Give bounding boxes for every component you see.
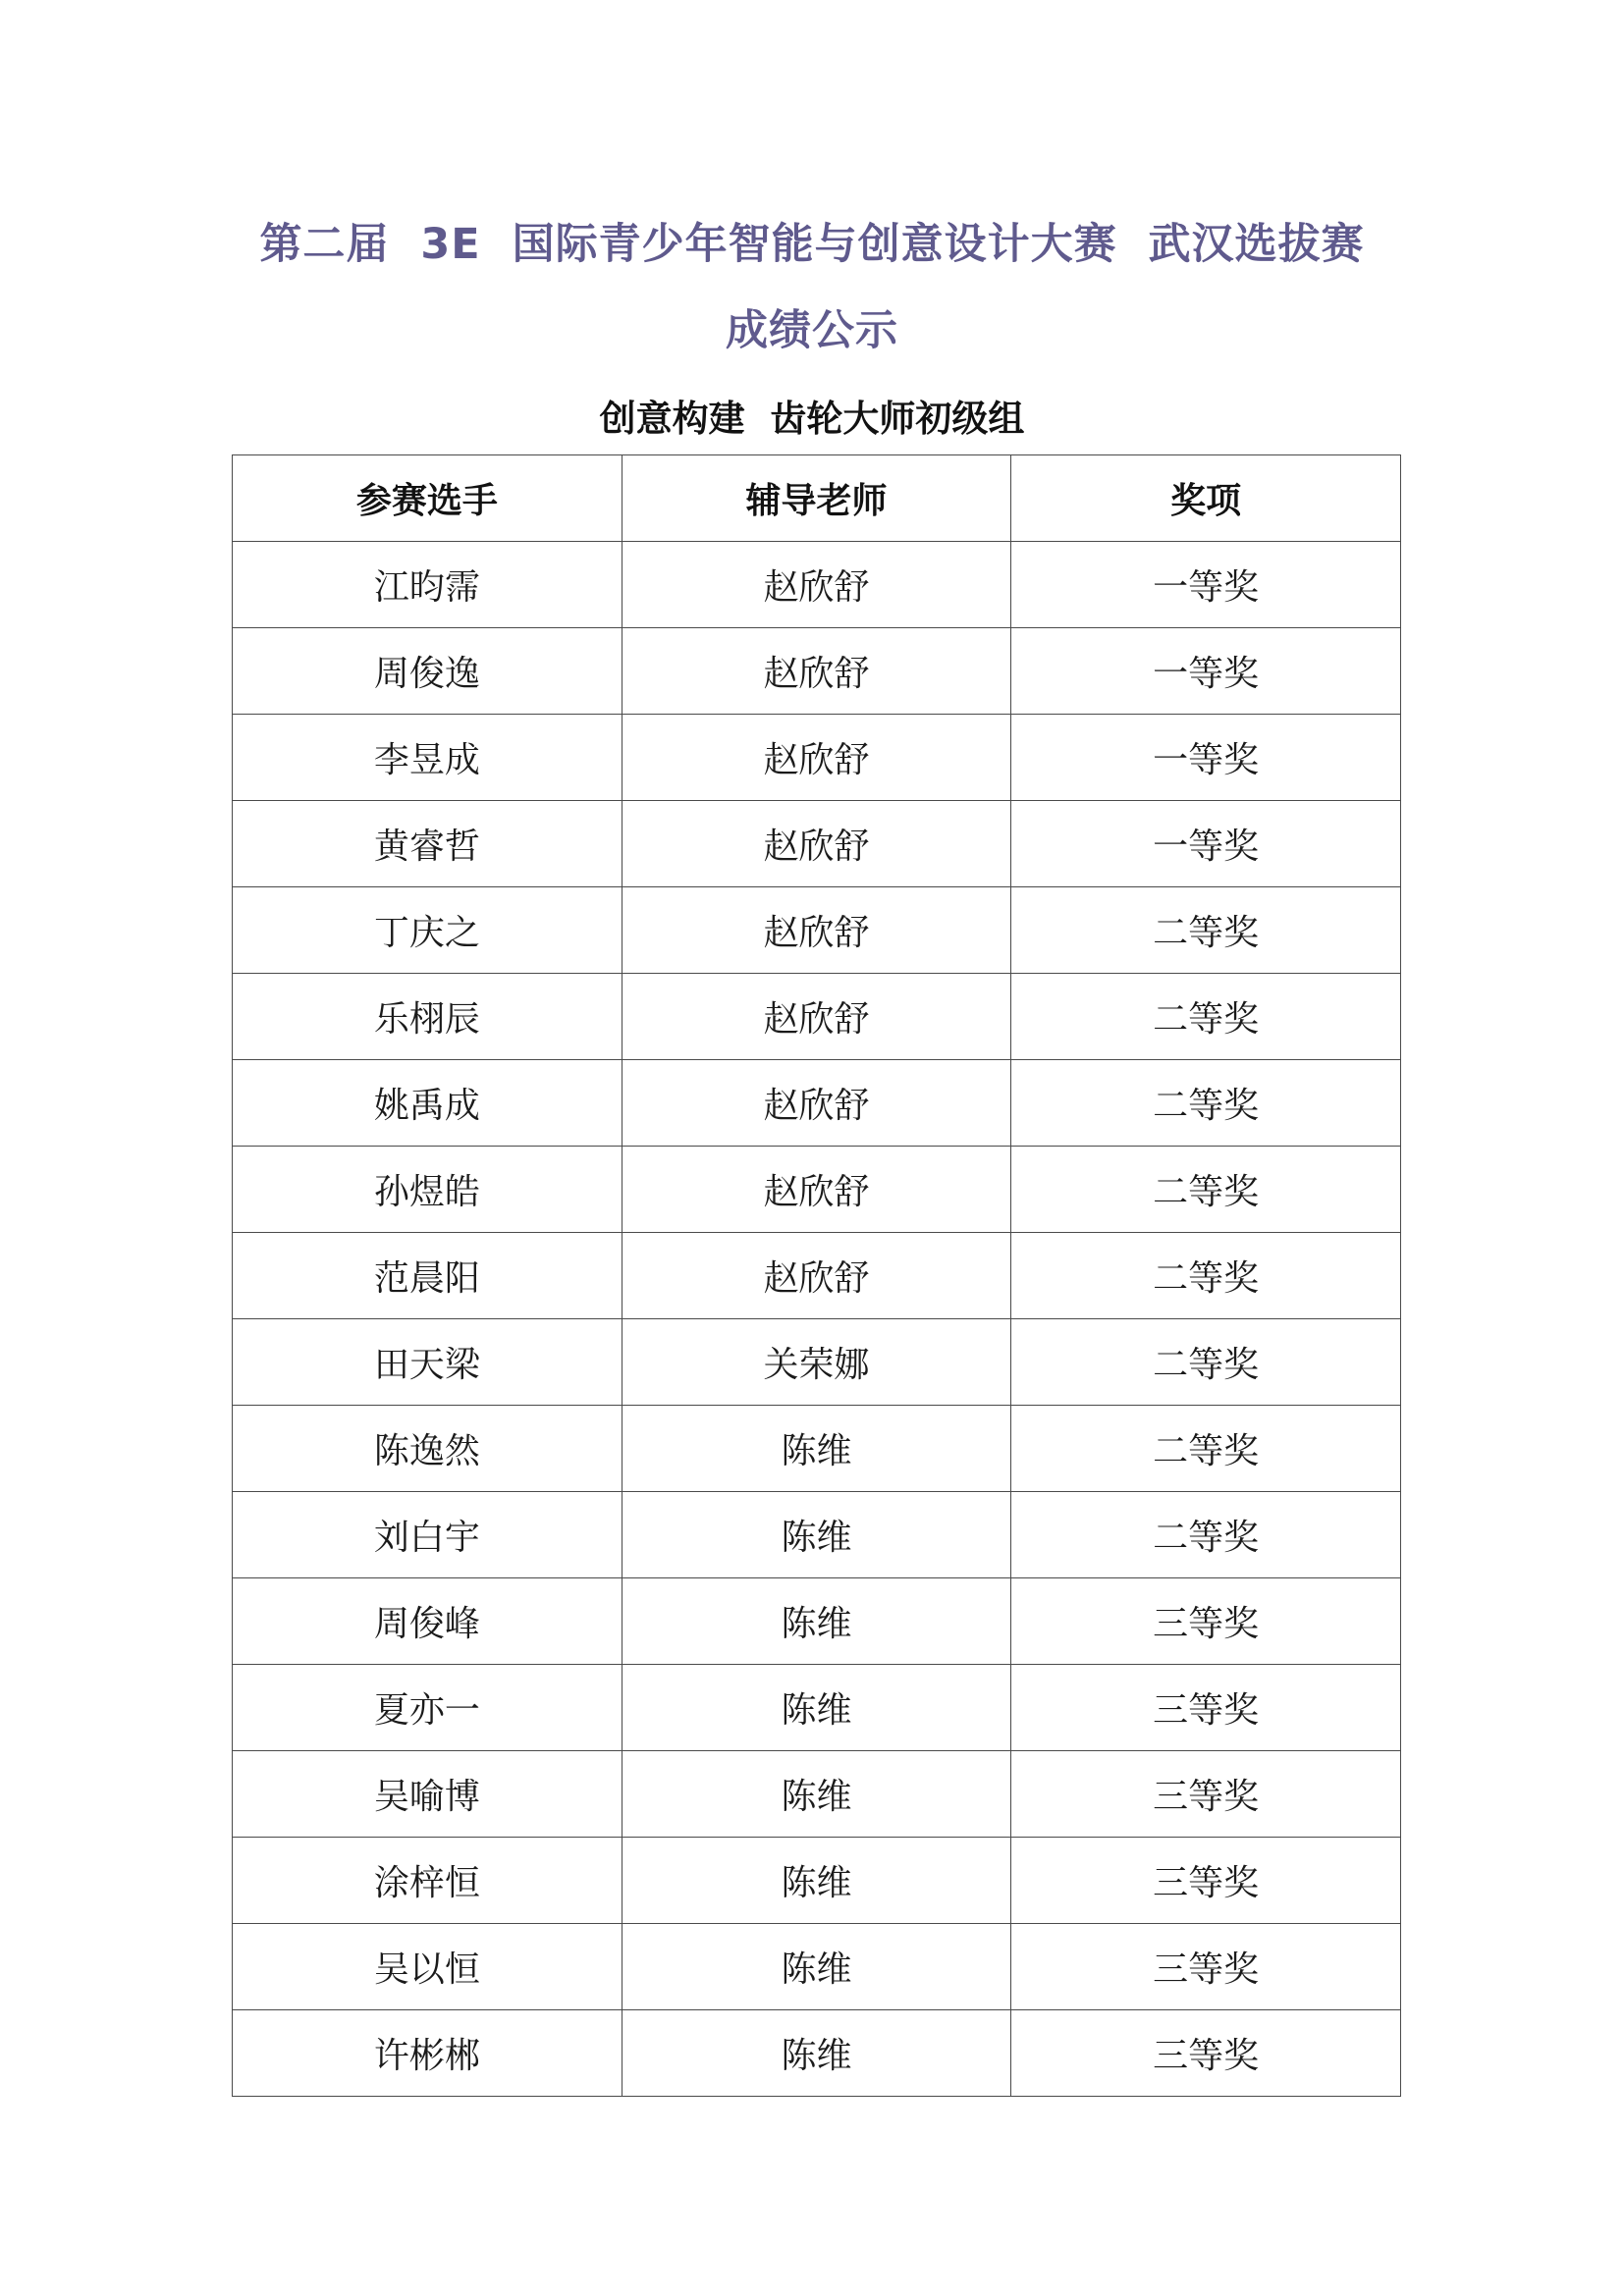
header-award: 奖项 (1011, 455, 1401, 542)
table-row (233, 974, 1401, 1060)
cell-award: 三等奖 (1011, 1578, 1401, 1665)
cell-instructor: 陈维 (622, 1406, 1011, 1492)
cell-award: 二等奖 (1011, 974, 1401, 1060)
cell-contestant: 周俊逸 (233, 628, 623, 715)
cell-award: 二等奖 (1011, 1147, 1401, 1233)
table-row (233, 801, 1401, 887)
table-row (233, 715, 1401, 801)
results-table (232, 454, 1401, 2097)
cell-contestant: 田天梁 (233, 1319, 623, 1406)
cell-instructor: 赵欣舒 (622, 887, 1011, 974)
cell-instructor: 赵欣舒 (622, 801, 1011, 887)
cell-instructor: 赵欣舒 (622, 1233, 1011, 1319)
table-row (233, 1319, 1401, 1406)
cell-contestant: 刘白宇 (233, 1492, 623, 1578)
cell-instructor: 陈维 (622, 2010, 1011, 2097)
cell-award: 一等奖 (1011, 715, 1401, 801)
cell-instructor: 赵欣舒 (622, 542, 1011, 628)
cell-award: 二等奖 (1011, 1233, 1401, 1319)
cell-award: 二等奖 (1011, 1060, 1401, 1147)
cell-instructor: 陈维 (622, 1838, 1011, 1924)
cell-instructor: 赵欣舒 (622, 1060, 1011, 1147)
table-row (233, 542, 1401, 628)
cell-contestant: 丁庆之 (233, 887, 623, 974)
cell-instructor: 陈维 (622, 1665, 1011, 1751)
table-row (233, 2010, 1401, 2097)
cell-instructor: 赵欣舒 (622, 1147, 1011, 1233)
cell-award: 三等奖 (1011, 2010, 1401, 2097)
cell-instructor: 陈维 (622, 1492, 1011, 1578)
cell-instructor: 赵欣舒 (622, 974, 1011, 1060)
document-title: 第二届 3E 国际青少年智能与创意设计大赛 武汉选拔赛 (259, 220, 1365, 269)
table-row (233, 1665, 1401, 1751)
table-row (233, 1406, 1401, 1492)
cell-instructor: 陈维 (622, 1924, 1011, 2010)
cell-award: 二等奖 (1011, 1406, 1401, 1492)
cell-award: 二等奖 (1011, 887, 1401, 974)
table-row (233, 1492, 1401, 1578)
category-subtitle: 创意构建 齿轮大师初级组 (599, 398, 1025, 440)
cell-award: 二等奖 (1011, 1319, 1401, 1406)
cell-contestant: 涂梓恒 (233, 1838, 623, 1924)
results-table-body (233, 542, 1401, 2097)
cell-award: 一等奖 (1011, 801, 1401, 887)
cell-award: 一等奖 (1011, 628, 1401, 715)
cell-contestant: 江昀霈 (233, 542, 623, 628)
cell-instructor: 赵欣舒 (622, 715, 1011, 801)
table-row (233, 1924, 1401, 2010)
cell-contestant: 范晨阳 (233, 1233, 623, 1319)
header-contestant: 参赛选手 (233, 455, 623, 542)
document-title-line2: 成绩公示 (726, 306, 898, 355)
cell-contestant: 吴以恒 (233, 1924, 623, 2010)
cell-contestant: 许彬郴 (233, 2010, 623, 2097)
cell-contestant: 吴喻博 (233, 1751, 623, 1838)
cell-contestant: 李昱成 (233, 715, 623, 801)
cell-instructor: 陈维 (622, 1578, 1011, 1665)
cell-award: 一等奖 (1011, 542, 1401, 628)
cell-contestant: 黄睿哲 (233, 801, 623, 887)
cell-contestant: 陈逸然 (233, 1406, 623, 1492)
cell-award: 三等奖 (1011, 1665, 1401, 1751)
cell-contestant: 周俊峰 (233, 1578, 623, 1665)
cell-award: 三等奖 (1011, 1751, 1401, 1838)
cell-contestant: 孙煜皓 (233, 1147, 623, 1233)
cell-instructor: 赵欣舒 (622, 628, 1011, 715)
table-row (233, 1233, 1401, 1319)
cell-award: 三等奖 (1011, 1838, 1401, 1924)
table-header-row (233, 455, 1401, 542)
cell-contestant: 夏亦一 (233, 1665, 623, 1751)
table-row (233, 1060, 1401, 1147)
table-row (233, 1578, 1401, 1665)
table-row (233, 628, 1401, 715)
cell-contestant: 乐栩辰 (233, 974, 623, 1060)
cell-contestant: 姚禹成 (233, 1060, 623, 1147)
table-row (233, 887, 1401, 974)
table-row (233, 1838, 1401, 1924)
cell-award: 三等奖 (1011, 1924, 1401, 2010)
table-row (233, 1751, 1401, 1838)
cell-instructor: 关荣娜 (622, 1319, 1011, 1406)
cell-instructor: 陈维 (622, 1751, 1011, 1838)
table-row (233, 1147, 1401, 1233)
header-instructor: 辅导老师 (622, 455, 1011, 542)
cell-award: 二等奖 (1011, 1492, 1401, 1578)
